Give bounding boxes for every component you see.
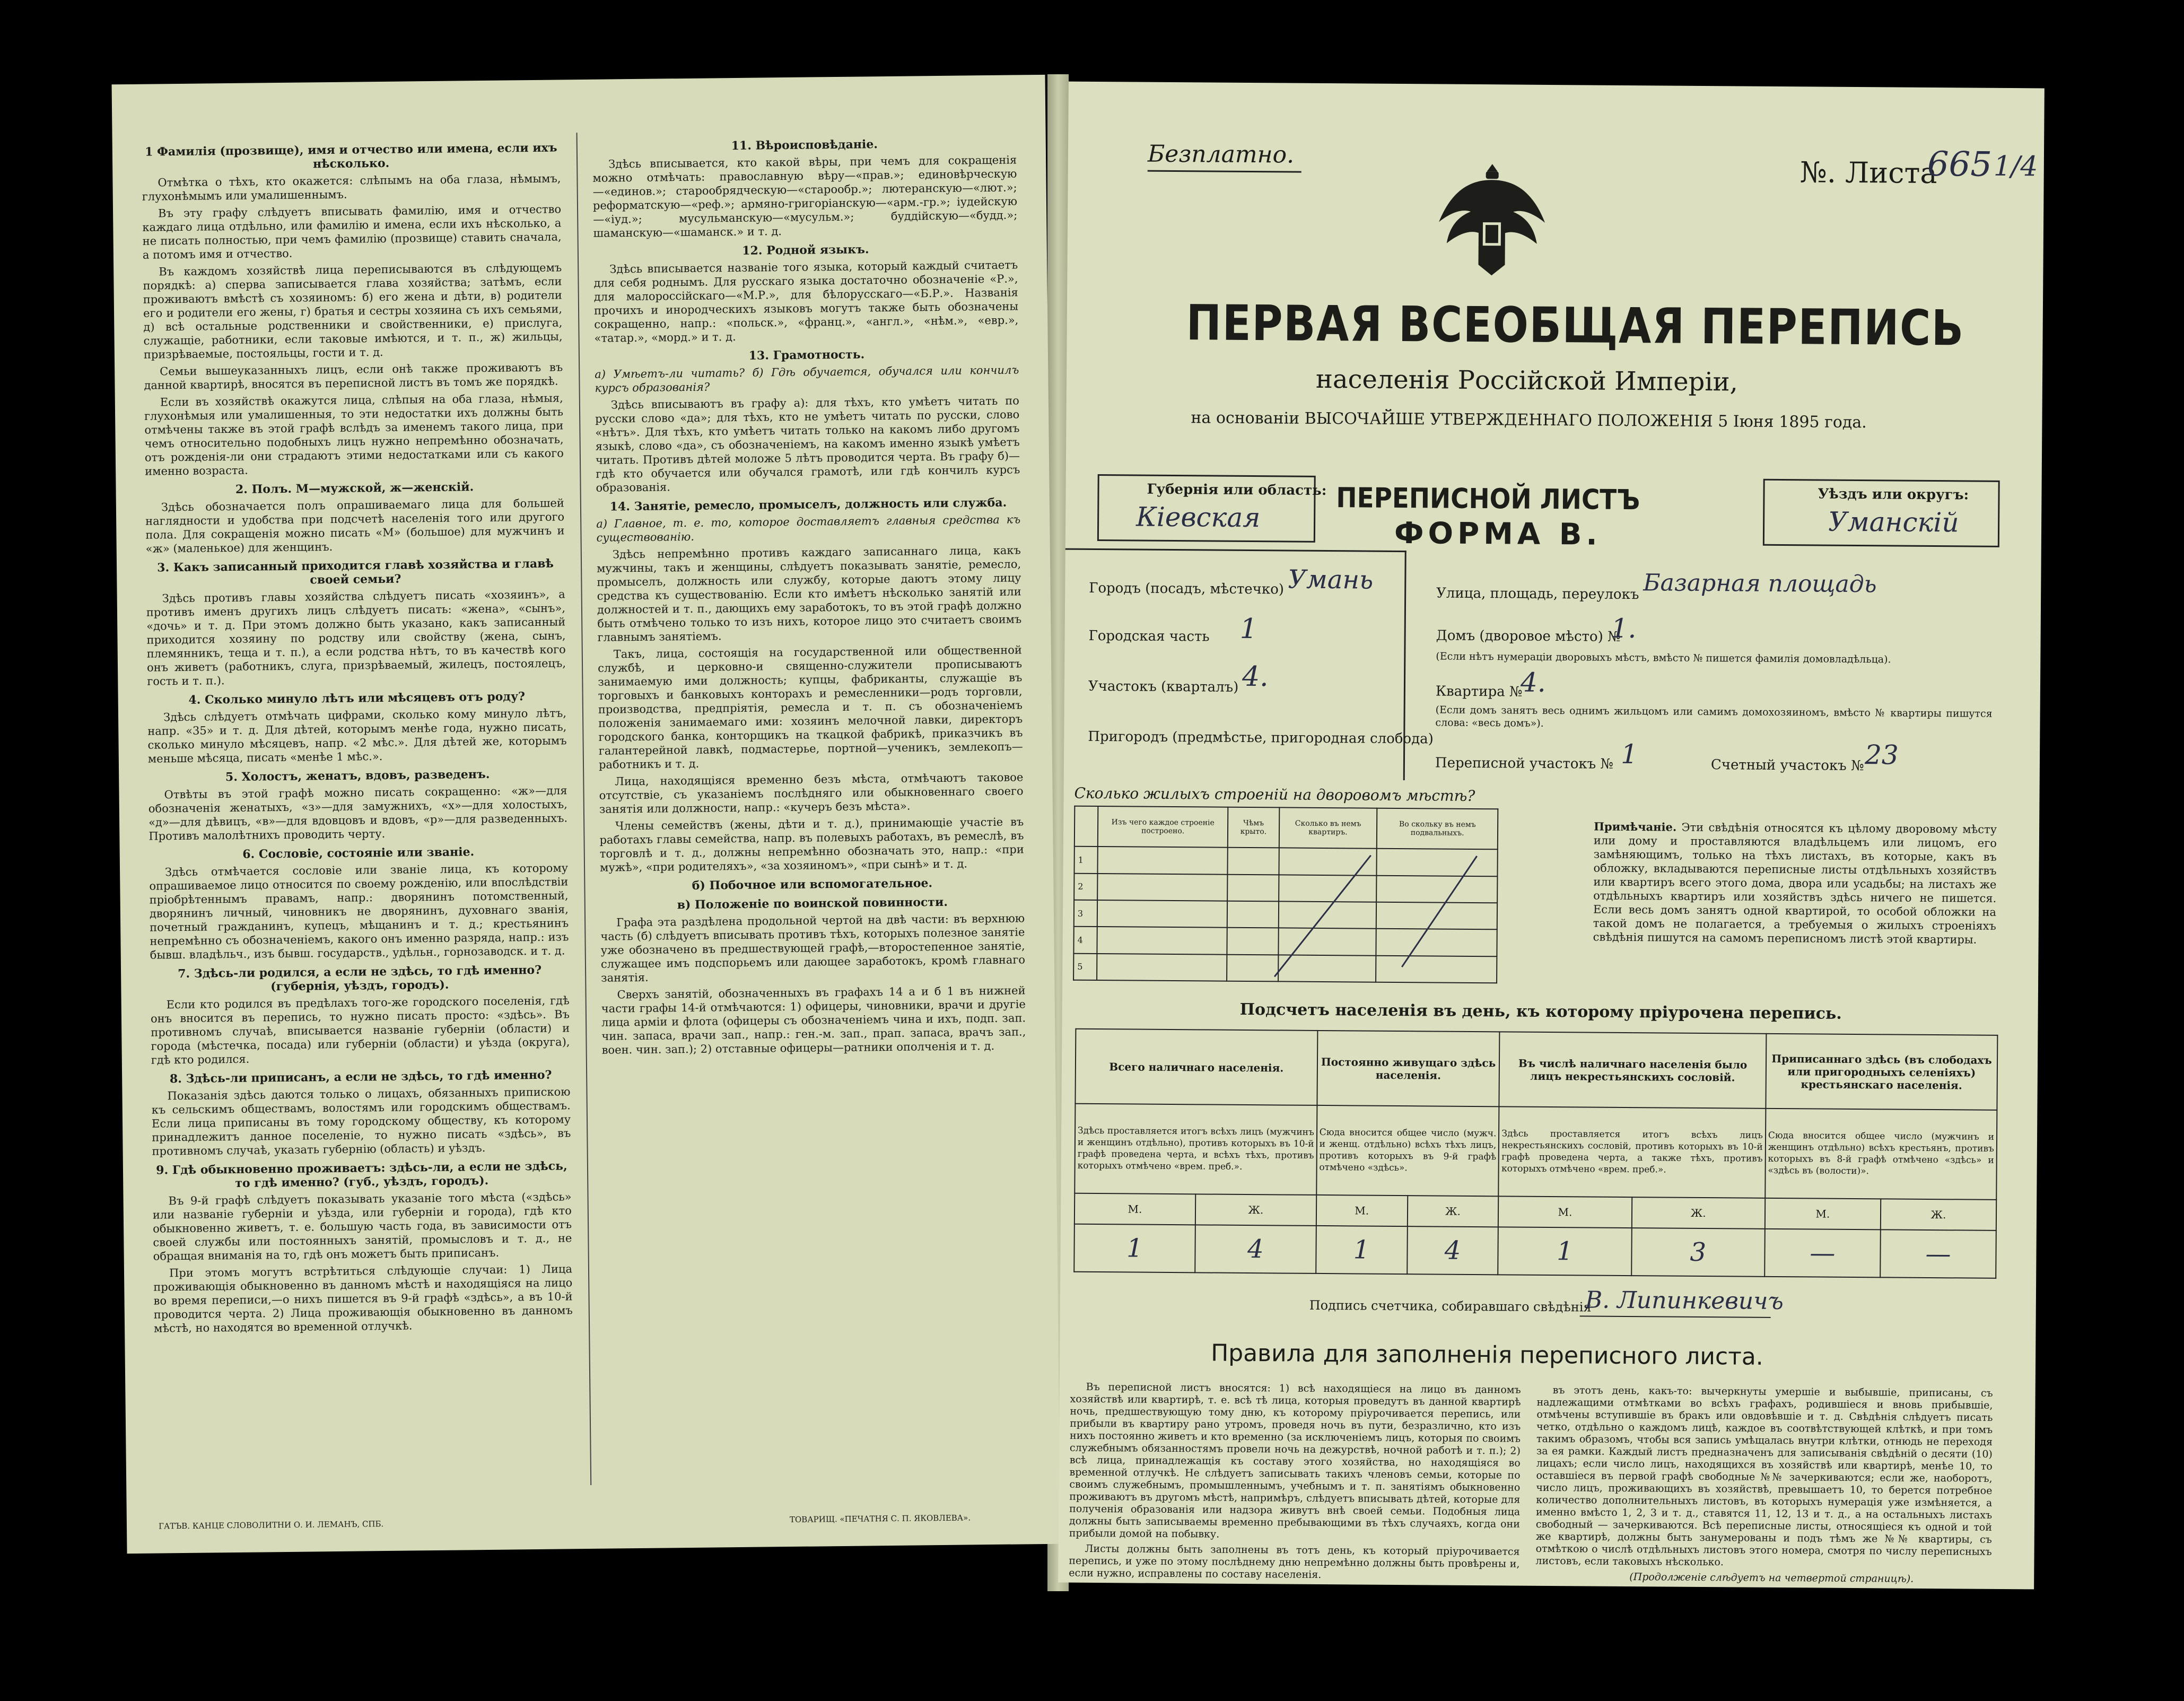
section-heading: 14. Занятіе, ремесло, промыселъ, должность или служба. (609, 495, 1007, 514)
sex-column-label: Ж. (1195, 1194, 1316, 1226)
section-heading: 9. Гдѣ обыкновенно проживаетъ: здѣсь-ли, а если не здѣсь, то гдѣ именно? (губ., уѣздъ, городъ). (156, 1159, 567, 1190)
houses-header: Во скольку въ немъ подвальныхъ. (1377, 808, 1498, 850)
instruction-paragraph: Въ 9-й графѣ слѣдуетъ показывать указаніе того мѣста («здѣсь» или названіе губерніи и уѣзда, или губерніи и города), гдѣ кто обыкновенно живетъ, т. е. большую часть года, въ зависимости отъ своей службы или постоянныхъ занятій, промысловъ и т. д., не обращая вниманія на то, гдѣ онъ можетъ быть приписанъ. (152, 1190, 572, 1263)
instructions-column-2 (592, 130, 1031, 1493)
instruction-paragraph: Въ эту графу слѣдуетъ вписывать фамилію, имя и отчество каждаго лица отдѣльно, или фамилію и имена, если ихъ нѣсколько, а не писать полностью, при чемъ фамилію (прозвище) ставить сначала, а потомъ имя и отчество. (142, 203, 562, 261)
right-page (1058, 82, 2045, 1590)
section-heading: 3. Какъ записанный приходится главѣ хозяйства и главѣ своей семьи? (157, 556, 554, 587)
column-divider (576, 133, 592, 1485)
schetny-value: 23 (1864, 739, 1899, 771)
instruction-paragraph: При этомъ могутъ встрѣтиться слѣдующіе случаи: 1) Лица проживающія обыкновенно въ данномъ мѣстѣ и находящіяся на лицо во время переписи,—о нихъ пишется въ 9-й графѣ «здѣсь», а въ 10-й проводится черта. 2) Лица проживающія обыкновенно въ данномъ мѣстѣ, но находятся во временной отлучкѣ. (153, 1262, 573, 1335)
uezd-label: Уѣздъ или округъ: (1818, 486, 1969, 503)
instruction-paragraph: Отмѣтка о тѣхъ, кто окажется: слѣпымъ на оба глаза, нѣмымъ, глухонѣмымъ или умалишеннымъ. (142, 172, 561, 203)
section-heading: в) Положеніе по воинской повинности. (677, 895, 948, 912)
section-heading: 6. Сословіе, состояніе или званіе. (242, 845, 475, 861)
section-heading: 11. Вѣроисповѣданіе. (731, 137, 878, 153)
gorod-value: Умань (1288, 564, 1374, 595)
instruction-paragraph: Здѣсь непремѣнно противъ каждаго записаннаго лица, какъ мужчины, такъ и женщины, слѣдуетъ показывать занятіе, ремесло, промыселъ, должность или службу, которые даютъ этому лицу средства къ существованію. Если кто имѣетъ нѣсколько занятій или должностей и т. п., дающихъ ему заработокъ, то въ этой графѣ должно быть отмѣчено только то изъ нихъ, которое лицо это считаетъ своимъ главнымъ занятіемъ. (597, 544, 1022, 644)
uezd-box (1763, 479, 2000, 547)
count-value: 4 (1407, 1226, 1498, 1275)
rules-text-2: въ этотъ день, какъ-то: вычеркнуты умершіе и выбывшіе, приписаны, съ надлежащими отмѣтками во всѣхъ графахъ, родившіеся и вновь прибывшіе, отмѣчены вступившіе въ бракъ или овдовѣвшіе и т. д. Свѣдѣнія слѣдуетъ писать четко, отдѣльно о каждомъ лицѣ, каждое въ соотвѣтствующей клѣткѣ, и при томъ такимъ образомъ, чтобы вся запись умѣщалась внутри клѣтки, отнюдь не переходя за ея рамки. Каждый листъ предназначенъ для записыванія свѣдѣній о десяти (10) лицахъ; если число лицъ, находящихся въ хозяйствѣ или квартирѣ, менѣе 10, то оставшіеся въ первой графѣ свободные №№ зачеркиваются; если же, наоборотъ, число лицъ, проживающихъ въ хозяйствѣ, превышаетъ 10, то берется потребное количество дополнительныхъ листовъ, въ которыхъ нумерація уже измѣняется, а именно вмѣсто 1, 2, 3 и т. д., ставятся 11, 12, 13 и т. д., а на остальныхъ листахъ свободный — зачеркиваются. Всѣ переписные листы, относящіеся къ одной и той же квартирѣ, должны быть занумерованы и подъ тѣмъ же №№ квартиры, съ отмѣткою о числѣ отдѣльныхъ листовъ этого номера, смотря по числу переписныхъ листовъ, если таковыхъ нѣсколько. (1535, 1384, 1993, 1568)
houses-strike-lines (1073, 806, 1498, 984)
uchastok-value: 4. (1242, 660, 1269, 693)
sex-column-label: М. (1765, 1198, 1881, 1229)
count-header: Въ числѣ наличнаго населенія было лицъ некрестьянскихъ сословій. (1499, 1032, 1766, 1109)
ulica-label: Улица, площадь, переулокъ (1436, 585, 1639, 603)
houses-row-number: 3 (1074, 900, 1097, 927)
schetny-label: Счетный участокъ № (1710, 757, 1864, 774)
population-count-table (1073, 1028, 1998, 1279)
margin-marks: 1/4 (1993, 150, 2038, 183)
form-title: ПЕРЕПИСНОЙ ЛИСТЪ (1336, 482, 1640, 517)
section-heading: 1 Фамилія (прозвище), имя и отчество или имена, если ихъ нѣсколько. (144, 141, 557, 171)
count-value: 1 (1074, 1224, 1195, 1273)
perepisnoy-value: 1 (1620, 738, 1638, 770)
instruction-paragraph: Члены семействъ (жены, дѣти и т. д.), принимающіе участіе въ работахъ главы семейства, напр. въ полевыхъ работахъ, въ ремеслѣ, въ торговлѣ и т. д., должны непремѣнно обозначать это, напр.: «при мужѣ», «при родителяхъ», «за хозяиномъ», «при сынѣ» и т. д. (599, 815, 1024, 874)
count-note: Здѣсь проставляется итогъ всѣхъ лицъ (мужчинъ и женщинъ отдѣльно), противъ которыхъ въ 10-й графѣ проведена черта, и всѣхъ тѣхъ, противъ которыхъ отмѣчено «врем. преб.». (1074, 1104, 1317, 1195)
imperial-eagle-icon (1428, 158, 1556, 281)
count-header: Постоянно живущаго здѣсь населенія. (1317, 1031, 1500, 1106)
perepisnoy-label: Переписной участокъ № (1435, 755, 1614, 772)
section-heading: 2. Полъ. М—мужской, ж—женскій. (235, 480, 474, 496)
free-label: Безплатно. (1147, 140, 1295, 169)
sex-column-label: Ж. (1881, 1199, 1997, 1231)
section-heading: 4. Сколько минуло лѣтъ или мѣсяцевъ отъ роду? (188, 690, 526, 707)
sex-column-label: Ж. (1631, 1197, 1765, 1229)
gorod-label: Городъ (посадъ, мѣстечко) (1089, 580, 1285, 598)
instruction-paragraph: Отвѣты въ этой графѣ можно писать сокращенно: «ж»—для обозначенія женатыхъ, «з»—для замужнихъ, «х»—для холостыхъ, «д»—для дѣвицъ, «в»—для вдовцовъ и вдовъ, «р»—для разведенныхъ. Противъ малолѣтнихъ проводить черту. (148, 784, 568, 843)
count-note: Здѣсь проставляется итогъ всѣхъ лицъ некрестьянскихъ сословій, противъ которыхъ въ 10-й графѣ проведена черта, а также тѣхъ, противъ которыхъ отмѣчено «врем. преб.». (1499, 1106, 1766, 1198)
houses-header: Сколько въ немъ квартиръ. (1279, 807, 1377, 849)
houses-row-number: 1 (1074, 847, 1097, 874)
instruction-paragraph: а) Главное, т. е. то, которое доставляетъ главныя средства къ существованію. (596, 513, 1021, 544)
section-heading: 12. Родной языкъ. (742, 242, 869, 258)
census-basis: на основаніи ВЫСОЧАЙШЕ УТВЕРЖДЕННАГО ПОЛОЖЕНІЯ 5 Іюня 1895 года. (1191, 408, 1867, 432)
dom-value: 1. (1611, 613, 1637, 644)
sex-column-label: М. (1498, 1196, 1632, 1228)
section-heading: б) Побочное или вспомогательное. (692, 876, 933, 893)
instruction-paragraph: Здѣсь обозначается полъ опрашиваемаго лица для большей наглядности и удобства при подсчетѣ населенія того или другого пола. Для сокращенія можно писать «М» (большое) для мужчинъ и «ж» (маленькое) для женщинъ. (145, 496, 565, 555)
houses-header: Изъ чего каждое строеніе построено. (1098, 806, 1228, 848)
sex-column-label: М. (1316, 1194, 1408, 1226)
uezd-value: Уманскій (1828, 506, 1959, 538)
sheet-number-label: №. Листа (1799, 155, 1937, 190)
instruction-paragraph: Въ каждомъ хозяйствѣ лица переписываются въ слѣдующемъ порядкѣ: а) сперва записывается глава хозяйства; затѣмъ, если проживаютъ вмѣстѣ съ хозяиномъ: б) его жена и дѣти, в) родители его и родители его жены, г) братья и сестры хозяина съ ихъ семьями, д) всѣ остальные родственники и свойственники, е) прислуга, служащіе, работники, если таковые имѣются, и т. п., ж) жильцы, призрѣваемые, постояльцы, гости и т. д. (143, 261, 563, 361)
note-title: Примѣчаніе. (1594, 819, 1677, 834)
form-subtitle: ФОРМА В. (1394, 516, 1602, 552)
instruction-paragraph: Графа эта раздѣлена продольной чертой на двѣ части: въ верхнюю часть (б) слѣдуетъ вписывать противъ тѣхъ, которыхъ полезное занятіе уже обозначено въ предшествующей графѣ,—второстепенное занятіе, служащее имъ подспорьемъ или дающее заработокъ, кромѣ главнаго занятія. (600, 912, 1026, 984)
signature-value: В. Липинкевичъ (1585, 1286, 1784, 1315)
count-value: 1 (1316, 1226, 1407, 1274)
houses-row-number: 2 (1074, 873, 1097, 900)
gubernia-box (1097, 474, 1327, 543)
gubernia-value: Кіевская (1135, 501, 1261, 534)
census-title: ПЕРВАЯ ВСЕОБЩАЯ ПЕРЕПИСЬ (1186, 294, 1965, 357)
count-header: Приписаннаго здѣсь (въ слободахъ или пригородныхъ селеніяхъ) крестьянскаго населенія. (1766, 1034, 1997, 1110)
rules-continued: (Продолженіе слѣдуетъ на четвертой страницѣ). (1629, 1571, 1914, 1585)
instruction-paragraph: Сверхъ занятій, обозначенныхъ въ графахъ 14 а и б 1 въ нижней части графы 14-й отмѣчаются: 1) офицеры, чиновники, врачи и другіе лица армiи и флота (офицеры съ обозначеніемъ чина и ихъ, подп. зап. чин. запаса, врачи зап., напр.: ген.-м. зап., прап. запаса, врачъ зап., воен. чин. зап.); 2) отставные офицеры—ратники ополченія и т. д. (601, 984, 1026, 1057)
kvartira-label: Квартира № (1435, 683, 1523, 700)
rules-text-1b: Листы должны быть заполнены въ тотъ день, къ который пріурочивается перепись, и уже по этому послѣднему дню непремѣнно должны быть провѣрены и, если нужно, исправлены по составу населенія. (1069, 1542, 1520, 1581)
instruction-paragraph: Показанія здѣсь даются только о лицахъ, обязанныхъ припискою къ сельскимъ обществамъ, волостямъ или городскимъ обществамъ. Если лица приписаны въ тому городскому обществу, къ которому принадлежитъ данное поселеніе, то нужно писать «здѣсь», въ противномъ случаѣ, указать губернію (область) и уѣздъ. (151, 1085, 571, 1158)
chast-label: Городская часть (1088, 627, 1210, 645)
rules-column-2 (1535, 1384, 1993, 1585)
houses-note (1593, 820, 1997, 947)
ulica-value: Базарная площадь (1643, 569, 1877, 598)
rules-text-1: Въ переписной листъ вносятся: 1) всѣ находящіеся на лицо въ данномъ хозяйствѣ или квартирѣ, т. е. всѣ тѣ лица, которыя проведутъ въ данной квартирѣ ночь, предшествующую тому дню, къ которому пріурочивается перепись, или прибыли въ квартиру рано утромъ, проведя ночь въ пути, безразлично, кто изъ нихъ постоянно живетъ и кто временно (за исключеніемъ лицъ, которыя по своимъ служебнымъ обязанностямъ провели ночь на дежурствѣ, ночной работѣ и т. п.); 2) всѣ лица, принадлежащія къ составу этого хозяйства, но находящіяся во временной отлучкѣ. Не слѣдуетъ записывать такихъ членовъ семьи, которые по своимъ служебнымъ, промышленнымъ, учебнымъ и т. п. занятіямъ обыкновенно проживаютъ въ другомъ мѣстѣ, напримѣръ, слѣдуетъ вписывать дѣтей, которые для полученія образованія или надзора живутъ внѣ своей семьи. Подобныя лица должны быть записываемы временно пребывающими въ тѣхъ случаяхъ, когда они прибыли домой на побывку. (1069, 1381, 1521, 1540)
instruction-paragraph: Здѣсь отмѣчается сословіе или званіе лица, къ которому опрашиваемое лицо относится по своему рожденію, или впослѣдствіи пріобрѣтеннымъ правамъ, напр.: дворянинъ потомственный, дворянинъ личный, чиновникъ не дворянинъ, духовнаго званія, почетный гражданинъ, купецъ, мѣщанинъ и т. д.; крестьянинъ непремѣнно съ обозначеніемъ, какого онъ именно разряда, напр.: изъ бывш. владѣльч., изъ бывш. государств., удѣльн., горнозаводск. и т. д. (149, 861, 569, 962)
houses-header: Чѣмъ крыто. (1228, 807, 1279, 848)
section-heading: 7. Здѣсь-ли родился, а если не здѣсь, то гдѣ именно? (губернія, уѣздъ, городъ). (178, 963, 542, 994)
instruction-paragraph: Если въ хозяйствѣ окажутся лица, слѣпыя на оба глаза, нѣмыя, глухонѣмыя или умалишенныя, то эти недостатки ихъ должны быть отмѣчены также въ этой графѣ вслѣдъ за именемъ такого лица, при чемъ относительно подобныхъ лицъ нужно непремѣнно обозначать, отъ рожденія-ли они страдаютъ этими недостатками или съ какого именно возраста. (144, 391, 564, 478)
prigorod-label: Пригородъ (предмѣстье, пригородная слобода) (1088, 728, 1434, 747)
section-heading: 8. Здѣсь-ли приписанъ, а если не здѣсь, то гдѣ именно? (169, 1068, 552, 1086)
instruction-paragraph: Здѣсь вписываютъ въ графу а): для тѣхъ, кто умѣетъ читать по русски слово «да»; для тѣхъ, кто не умѣетъ читать по русски, слово «нѣтъ». Для тѣхъ, кто умѣетъ читать только на какомъ либо другомъ языкѣ, слово «да», съ обозначеніемъ, на какомъ именно языкѣ умѣетъ читать. Противъ дѣтей моложе 5 лѣтъ проводится черта. Въ графу б)—гдѣ кто обучается или обучался грамотѣ, или гдѣ кончилъ курсъ образованія. (595, 394, 1020, 494)
kvartira-note: (Если домъ занятъ весь однимъ жильцомъ или самимъ домохозяиномъ, вмѣсто № квартиры пишутся слова: «весь домъ»). (1435, 704, 1993, 729)
instruction-paragraph: Семьи вышеуказанныхъ лицъ, если онѣ также проживаютъ въ данной квартирѣ, вносятся въ переписной листъ въ томъ же порядкѣ. (144, 361, 563, 392)
instruction-paragraph: Здѣсь вписывается, кто какой вѣры, при чемъ для сокращенія можно отмѣчать: православную вѣру—«прав.»; единовѣрческую—«единов.»; старообрядческую—«старообр.»; лютеранскую—«лют.»; реформатскую—«реф.»; армяно-григоріанскую—«арм.-гр.»; іудейскую—«іуд.»; мусульманскую—«мусульм.»; буддійскую—«будд.»; шаманскую—«шаманск.» и т. д. (592, 153, 1018, 240)
count-note: Сюда вносится общее число (мужч. и женщ. отдѣльно) всѣхъ тѣхъ лицъ, противъ которыхъ въ 9-й графѣ отмѣчено «здѣсь». (1316, 1105, 1499, 1196)
dom-note: (Если нѣтъ нумераціи дворовыхъ мѣстъ, вмѣсто № пишется фамилія домовладѣльца). (1436, 650, 1891, 666)
dom-label: Домъ (дворовое мѣсто) № (1436, 627, 1621, 645)
sex-column-label: М. (1074, 1193, 1195, 1225)
rules-title: Правила для заполненія переписного листа. (1210, 1339, 1763, 1371)
sex-column-label: Ж. (1407, 1196, 1498, 1227)
houses-row-number: 4 (1073, 927, 1097, 954)
census-subtitle: населенія Россійской Имперіи, (1315, 364, 1739, 397)
instruction-paragraph: Если кто родился въ предѣлахъ того-же городского поселенія, гдѣ онъ вносится въ перепись, то нужно писать просто: «здѣсь». Въ противномъ случаѣ, вписывается названіе губерніи (области) и города (мѣстечка, посада) или губерніи (области) и уѣзда (округа), гдѣ кто родился. (150, 994, 570, 1067)
count-header: Всего наличнаго населенія. (1075, 1029, 1317, 1105)
count-value: — (1880, 1229, 1996, 1278)
kvartira-value: 4. (1520, 667, 1546, 698)
section-heading: 5. Холостъ, женатъ, вдовъ, разведенъ. (225, 767, 490, 784)
section-heading: 13. Грамотность. (748, 347, 865, 363)
sheet-number-value: 665 (1927, 144, 1993, 185)
count-note: Сюда вносится общее число (мужчинъ и женщинъ отдѣльно) всѣхъ крестьянъ, противъ которыхъ въ 8-й графѣ отмѣчено «здѣсь» и «здѣсь въ (волости)». (1765, 1109, 1997, 1200)
instruction-paragraph: Лица, находящіяся временно безъ мѣста, отмѣчаютъ таковое отсутствіе, съ указаніемъ послѣдняго или обыкновеннаго своего занятія или должности, напр.: «кучеръ безъ мѣста». (599, 771, 1024, 816)
uchastok-label: Участокъ (кварталъ) (1088, 678, 1239, 695)
instruction-paragraph: а) Умѣетъ-ли читать? б) Гдѣ обучается, обучался или кончилъ курсъ образованія? (595, 363, 1019, 395)
instruction-paragraph: Здѣсь вписывается названіе того языка, который каждый считаетъ для себя роднымъ. Для русскаго языка достаточно обозначеніе «Р.», для малороссійскаго—«М.Р.», для бѣлорусскаго—«Б.Р.». Названія прочихъ и инородческихъ языковъ могутъ также быть обозначены сокращенно, напр.: «польск.», «франц.», «англ.», «нѣм.», «евр.», «татар.», «морд.» и т. д. (593, 258, 1019, 345)
count-value: 1 (1498, 1227, 1632, 1276)
free-underline (1148, 170, 1301, 173)
imprint-right: ТОВАРИЩ. «ПЕЧАТНЯ С. П. ЯКОВЛЕВА». (789, 1513, 971, 1525)
count-value: 4 (1195, 1225, 1316, 1273)
count-value: — (1764, 1229, 1881, 1278)
instruction-paragraph: Такъ, лица, состоящія на государственной или общественной службѣ, и церковно-и священно-служители прописываютъ занимаемую ими должность; купцы, фабриканты, служащіе въ торговыхъ и банковыхъ конторахъ и ремесленники—родъ торговли, производства, предпріятія, ремесла и т. п. съ обозначеніемъ положенія занимаемаго ими: хозяинъ мелочной лавки, директоръ городского банка, конторщикъ на ткацкой фабрикѣ, приказчикъ въ галантерейной лавкѣ, подмастерье, портной—ученикъ, землекопъ—работникъ и т. д. (597, 643, 1023, 771)
note-text: Эти свѣдѣнія относятся къ цѣлому дворовому мѣсту или дому и проставляются владѣльцемъ или лицомъ, его замѣняющимъ, только на тѣхъ листахъ, въ которые, какъ въ обложку, вкладываются переписные листы отдѣльныхъ хозяйствъ или квартиръ всего этого дома, двора или усадьбы; на листахъ же отдѣльныхъ квартиръ или хозяйствъ здѣсь ничего не пишется. Если весь домъ занятъ одной квартирой, то особой обложки на такой домъ не полагается, а требуемыя о жилыхъ строеніяхъ свѣдѣнія пишутся на самомъ переписномъ листѣ этой квартиры. (1593, 821, 1997, 946)
gubernia-label: Губернія или область: (1147, 481, 1327, 499)
chast-value: 1 (1239, 613, 1258, 645)
signature-label: Подпись счетчика, собиравшаго свѣдѣнія (1309, 1297, 1592, 1315)
instruction-paragraph: Здѣсь противъ главы хозяйства слѣдуетъ писать «хозяинъ», а противъ именъ другихъ лицъ слѣдуетъ писать: «жена», «сынъ», «дочь» и т. д. При этомъ должно быть указано, какъ записанный приходится хозяину по родству или свойству (жена, сынъ, племянникъ, теща и т. п.), а если родства нѣтъ, то въ качествѣ кого онъ живетъ (работникъ, слуга, призрѣваемый, жилецъ, постоялецъ, гость и т. п.). (146, 588, 566, 688)
houses-row-number: 5 (1073, 953, 1097, 980)
left-page (112, 75, 1061, 1554)
signature-line (1580, 1315, 1771, 1318)
count-title: Подсчетъ населенія въ день, къ которому пріурочена перепись. (1239, 1000, 1842, 1023)
instructions-column-1 (142, 135, 575, 1497)
rules-column-1 (1069, 1381, 1521, 1581)
instruction-paragraph: Здѣсь слѣдуетъ отмѣчать цифрами, сколько кому минуло лѣтъ, напр. «35» и т. д. Для дѣтей, которымъ менѣе года, нужно писать, сколько минуло мѣсяцевъ, напр. «2 мѣс.». Для дѣтей же, которымъ меньше мѣсяца, писать «менѣе 1 мѣс.». (147, 706, 567, 765)
count-value: 3 (1631, 1228, 1765, 1277)
imprint-left: ГАТЪВ. КАНЦЕ СЛОВОЛИТНИ О. И. ЛЕМАНЪ, СПБ. (158, 1519, 384, 1531)
houses-question: Сколько жилыхъ строеній на дворовомъ мѣстѣ? (1074, 784, 1475, 805)
